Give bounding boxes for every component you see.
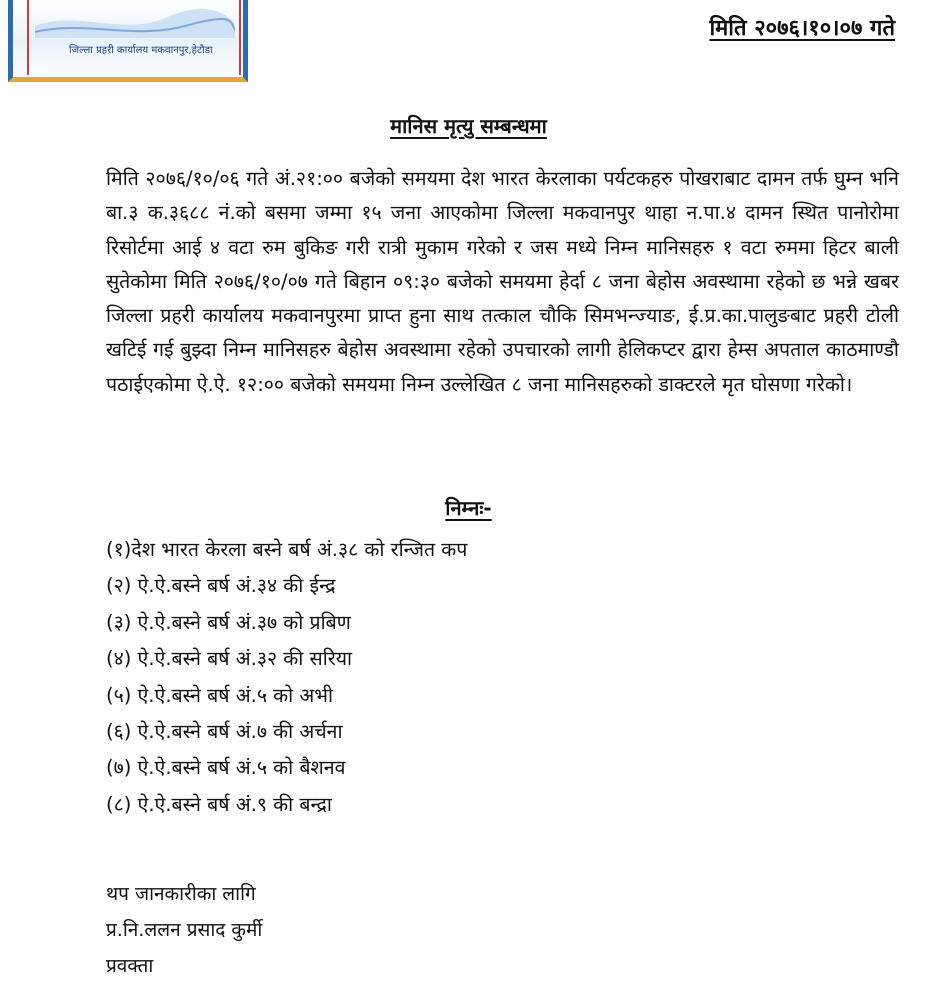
- list-item: (२) ऐ.ऐ.बस्ने बर्ष अं.३४ की ईन्द्र: [106, 574, 336, 598]
- list-item: (३) ऐ.ऐ.बस्ने बर्ष अं.३७ को प्रबिण: [106, 610, 351, 634]
- list-item: (६) ऐ.ऐ.बस्ने बर्ष अं.७ की अर्चना: [106, 719, 343, 743]
- logo-frame: [27, 0, 241, 75]
- list-item: (८) ऐ.ऐ.बस्ने बर्ष अं.९ की बन्द्रा: [106, 792, 332, 816]
- list-heading: निम्नः-: [445, 496, 492, 520]
- list-item: (७) ऐ.ऐ.बस्ने बर्ष अं.५ को बैशनव: [106, 756, 346, 780]
- letterhead-logo: [8, 0, 248, 82]
- footer-line-officer: प्र.नि.ललन प्रसाद कुर्मी: [106, 919, 263, 941]
- list-item: (१)देश भारत केरला बस्ने बर्ष अं.३८ को रन्जित कप: [106, 538, 468, 561]
- document-title: मानिस मृत्यु सम्बन्धमा: [390, 114, 547, 138]
- document-date: मिति २०७६।१०।०७ गते: [709, 16, 895, 41]
- footer-line-role: प्रवक्ता: [106, 955, 154, 977]
- body-paragraph: मिति २०७६/१०/०६ गते अं.२१:०० बजेको समयमा देश भारत केरलाका पर्यटकहरु पोखराबाट दामन तर्फ घुम्न भनि बा.३ क.३६८८ नं.को बसमा जम्मा १५ जना आएकोमा जिल्ला मकवानपुर थाहा न.पा.४ दामन स्थित पानोरोमा रिसोर्टमा आई ४ वटा रुम बुकिङ गरी रात्री मुकाम गरेको र जस मध्ये निम्न मानिसहरु १ वटा रुममा हिटर बाली सुतेकोमा मिति २०७६/१०/०७ गते बिहान ०९:३० बजेको समयमा हेर्दा ८ जना बेहोस अवस्थामा रहेको छ भन्ने खबर जिल्ला प्रहरी कार्यालय मकवानपुरमा प्राप्त हुना साथ तत्काल चौकि सिमभन्ज्याङ, ई.प्र.का.पालुङबाट प्रहरी टोली खटिई गई बुझ्दा निम्न मानिसहरु बेहोस अवस्थामा रहेको उपचारको लागी हेलिकप्टर द्वारा हेम्स अपताल काठमाण्डौ पठाईएकोमा ऐ.ऐ. १२:०० बजेको समयमा निम्न उल्लेखित ८ जना मानिसहरुको डाक्टरले मृत घोसणा गरेको।: [106, 167, 899, 396]
- list-item: (५) ऐ.ऐ.बस्ने बर्ष अं.५ को अभी: [106, 683, 334, 707]
- footer-line-info: थप जानकारीका लागि: [106, 883, 256, 905]
- deceased-list: [106, 532, 467, 823]
- logo-office-name: जिल्ला प्रहरी कार्यालय मकवानपुर,हेटौडा: [69, 45, 213, 56]
- wave-emblem: [35, 6, 235, 38]
- contact-footer: [106, 876, 262, 984]
- list-item: (४) ऐ.ऐ.बस्ने बर्ष अं.३२ की सरिया: [106, 647, 353, 671]
